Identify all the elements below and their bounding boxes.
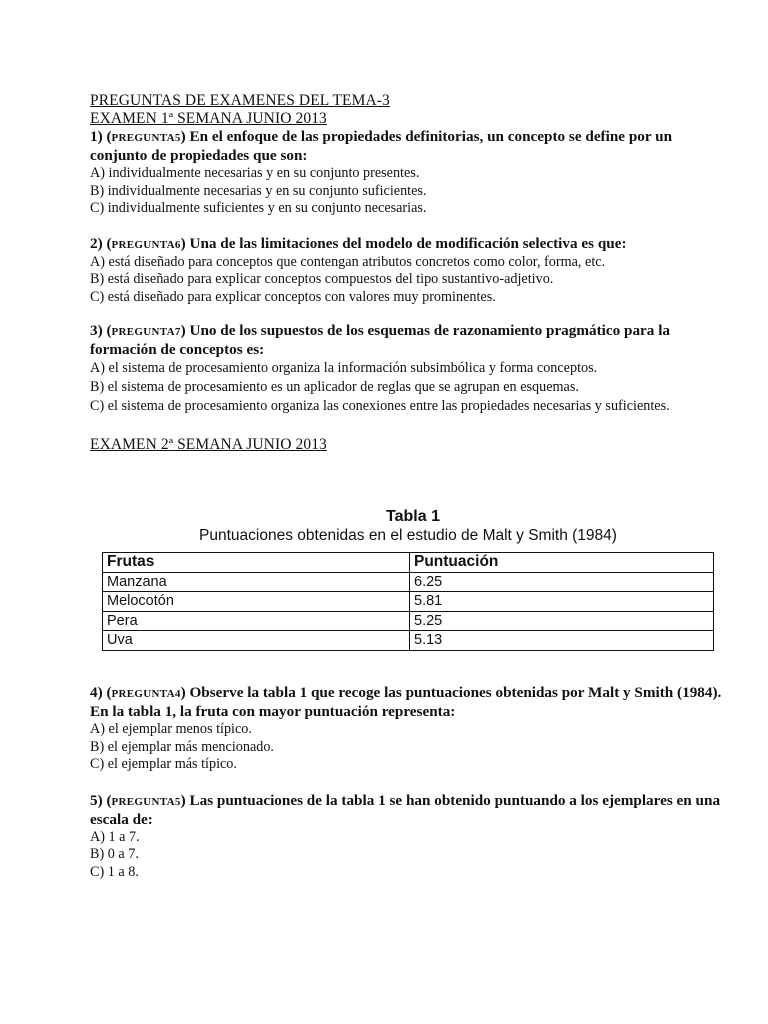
option-c: C) 1 a 8. xyxy=(90,863,139,880)
option-b: B) está diseñado para explicar conceptos compuestos del tipo sustantivo-adjetivo. xyxy=(90,271,554,287)
table-row xyxy=(103,631,714,651)
option-a: A) está diseñado para conceptos que contengan atributos concretos como color, forma, etc. xyxy=(90,253,606,270)
document-title: PREGUNTAS DE EXAMENES DEL TEMA-3 xyxy=(90,92,390,109)
question-5: 5) (PREGUNTA5) Las puntuaciones de la tabla 1 se han obtenido puntuando a los ejemplares en una escala de: A) 1 a 7. B) 0 a 7. C) 1 a 8. xyxy=(90,792,730,882)
option-a: A) el ejemplar menos típico. xyxy=(90,721,252,737)
question-3: 3) (PREGUNTA7) Uno de los supuestos de los esquemas de razonamiento pragmático para la formación de conceptos es: A) el sistema de procesamiento organiza la información subsimbólica y forma conceptos. B) el sistema de procesamiento es un aplicador de reglas que se agrupan en esquemas. C) el sistema de procesamiento organiza las conexiones entre las propiedades necesarias y suficientes. xyxy=(90,322,730,416)
option-a: A) el sistema de procesamiento organiza la información subsimbólica y forma conceptos. xyxy=(90,360,598,376)
fruit-cell: Melocotón xyxy=(103,592,410,612)
option-b: B) el sistema de procesamiento es un aplicador de reglas que se agrupan en esquemas. xyxy=(90,379,579,395)
score-cell: 6.25 xyxy=(410,572,714,592)
question-tag: PREGUNTA7 xyxy=(111,326,181,338)
question-text: ) En el enfoque de las propiedades definitorias, un concepto se define por un conjunto de propiedades que son: xyxy=(90,128,673,164)
option-c: C) está diseñado para explicar conceptos con valores muy prominentes. xyxy=(90,288,496,305)
table-row xyxy=(103,611,714,631)
table-subtitle: Puntuaciones obtenidas en el estudio de Malt y Smith (1984) xyxy=(199,527,617,544)
fruit-cell: Manzana xyxy=(103,572,410,592)
option-b: B) el ejemplar más mencionado. xyxy=(90,738,274,755)
table-row xyxy=(103,572,714,592)
question-1: 1) (PREGUNTA5) En el enfoque de las propiedades definitorias, un concepto se define por un conjunto de propiedades que son: A) individualmente necesarias y en su conjunto presentes. B) individualmente necesarias y en su conjunto suficientes. C) individualmente suficientes y en su conjunto necesarias. xyxy=(90,128,730,218)
score-cell: 5.81 xyxy=(410,592,714,612)
question-text: ) Las puntuaciones de la tabla 1 se han obtenido puntuando a los ejemplares en una escala de: xyxy=(90,791,721,828)
table-header-row xyxy=(103,553,714,573)
score-cell: 5.25 xyxy=(410,611,714,631)
question-tag: PREGUNTA5 xyxy=(111,132,181,144)
question-4: 4) (PREGUNTA4) Observe la tabla 1 que recoge las puntuaciones obtenidas por Malt y Smith (1984). En la tabla 1, la fruta con mayor puntuación representa: A) el ejemplar menos típico. B) el ejemplar más mencionado. C) el ejemplar más típico. xyxy=(90,684,730,774)
option-c: C) individualmente suficientes y en su conjunto necesarias. xyxy=(90,200,427,216)
question-tag: PREGUNTA6 xyxy=(111,238,181,251)
option-c: C) el sistema de procesamiento organiza las conexiones entre las propiedades necesarias y suficientes. xyxy=(90,398,670,414)
question-2: 2) (PREGUNTA6) Una de las limitaciones del modelo de modificación selectiva es que: A) está diseñado para conceptos que contengan atributos concretos como color, forma, etc. B) está diseñado para explicar conceptos compuestos del tipo sustantivo-adjetivo. C) está diseñado para explicar conceptos con valores muy prominentes. xyxy=(90,235,730,307)
fruit-cell: Uva xyxy=(103,631,410,651)
question-text: ) Observe la tabla 1 que recoge las puntuaciones obtenidas por Malt y Smith (1984). En la tabla 1, la fruta con mayor puntuación representa: xyxy=(90,684,722,720)
fruit-cell: Pera xyxy=(103,611,410,631)
option-a: A) individualmente necesarias y en su conjunto presentes. xyxy=(90,165,420,181)
option-b: B) individualmente necesarias y en su conjunto suficientes. xyxy=(90,182,427,199)
option-a: A) 1 a 7. xyxy=(90,828,140,845)
document-body xyxy=(90,92,730,454)
column-header-score: Puntuación xyxy=(410,553,714,573)
table-figure xyxy=(102,508,714,651)
score-cell: 5.13 xyxy=(410,631,714,651)
exam-1-heading: EXAMEN 1ª SEMANA JUNIO 2013 xyxy=(90,110,327,127)
question-tag: PREGUNTA4 xyxy=(111,688,181,700)
option-b: B) 0 a 7. xyxy=(90,846,139,862)
exam-2-heading: EXAMEN 2ª SEMANA JUNIO 2013 xyxy=(90,436,327,453)
scores-table xyxy=(102,552,714,651)
column-header-fruit: Frutas xyxy=(103,553,410,573)
table-title: Tabla 1 xyxy=(386,508,440,525)
question-text: ) Uno de los supuestos de los esquemas de razonamiento pragmático para la formación de conceptos es: xyxy=(90,322,671,358)
table-row xyxy=(103,592,714,612)
question-tag: PREGUNTA5 xyxy=(111,795,181,808)
question-text: ) Una de las limitaciones del modelo de modificación selectiva es que: xyxy=(180,234,627,252)
document-body-lower xyxy=(90,684,730,881)
option-c: C) el ejemplar más típico. xyxy=(90,756,237,772)
